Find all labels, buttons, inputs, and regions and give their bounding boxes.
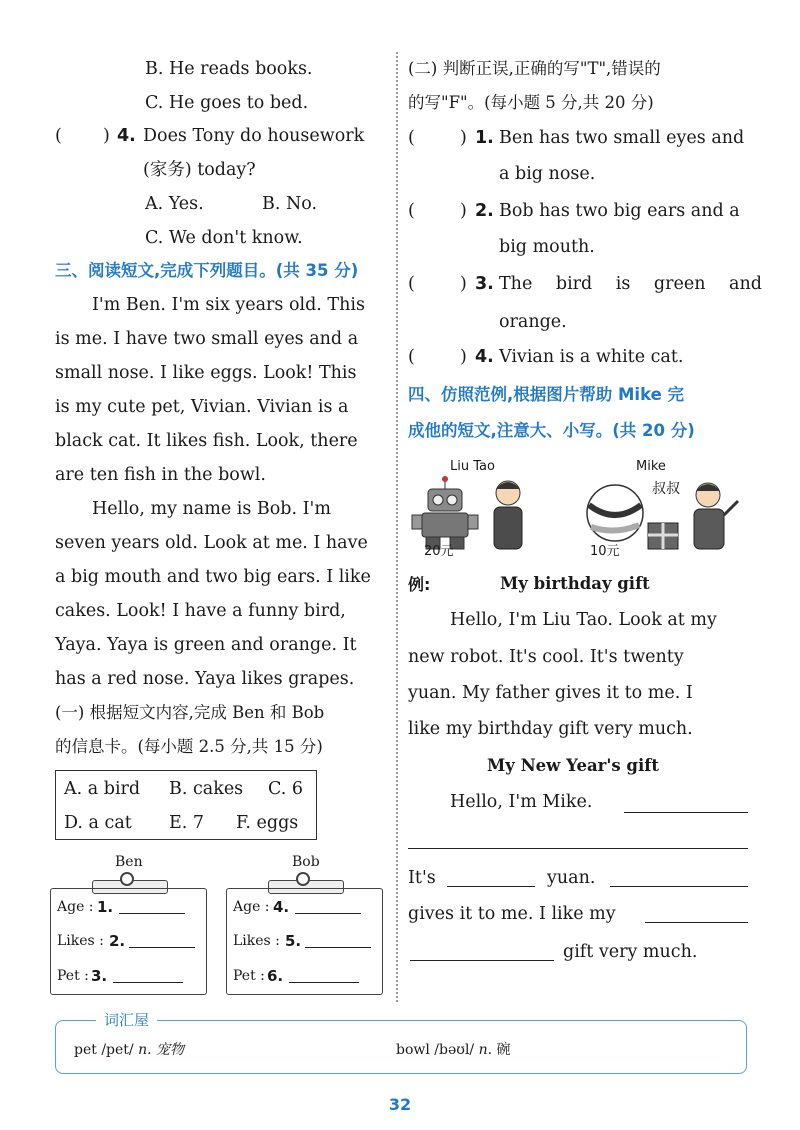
- example-line: yuan. My father gives it to me. I: [408, 683, 693, 703]
- card-blank-num: 3.: [91, 967, 108, 985]
- answer-blank-1[interactable]: [119, 913, 185, 914]
- task-gives: gives it to me. I like my: [408, 904, 616, 924]
- passage-line: is me. I have two small eyes and a: [55, 329, 359, 349]
- info-card-bob: [226, 888, 383, 995]
- passage-line: has a red nose. Yaya likes grapes.: [55, 669, 355, 689]
- robot-icon: [412, 476, 478, 549]
- clip-ring-icon: [120, 872, 134, 886]
- vocab-word-1: [74, 1039, 184, 1059]
- example-title: My birthday gift: [500, 574, 650, 593]
- option: A. a bird: [64, 779, 141, 799]
- task-its: It's: [408, 868, 436, 888]
- part1-title-line1: (一) 根据短文内容,完成 Ben 和 Bob: [55, 703, 325, 722]
- option: B. cakes: [169, 779, 244, 799]
- writing-blank[interactable]: [624, 812, 748, 813]
- vocab-word: pet /pet/: [74, 1042, 134, 1058]
- clip-ring-icon: [296, 872, 310, 886]
- passage-line: seven years old. Look at me. I have: [55, 533, 368, 553]
- q4-option-b: B. No.: [262, 194, 318, 214]
- tf-text: Ben has two small eyes and: [499, 128, 745, 148]
- tf-answer-slot[interactable]: [420, 274, 458, 296]
- price-ball: 10元: [590, 544, 620, 559]
- card-blank-num: 6.: [267, 967, 284, 985]
- card-age-label: Age :: [233, 899, 270, 915]
- vocab-word: bowl /bəʊl/: [396, 1042, 475, 1058]
- q4-option-c: C. We don't know.: [145, 228, 303, 248]
- example-line: like my birthday gift very much.: [408, 719, 693, 739]
- option: E. 7: [169, 813, 205, 833]
- card-pet-label: Pet :: [57, 968, 89, 984]
- section4-title-line2: 成他的短文,注意大、小写。(共 20 分): [408, 421, 695, 440]
- vocab-pos: n.: [478, 1042, 493, 1058]
- writing-blank[interactable]: [410, 960, 554, 961]
- gift-illustration: [408, 475, 750, 555]
- q4-bracket-open: (: [55, 126, 62, 146]
- card-ben-name: Ben: [115, 854, 143, 870]
- q3-option-b: B. He reads books.: [145, 59, 313, 79]
- task-yuan: yuan.: [547, 868, 596, 888]
- passage-line: a big mouth and two big ears. I like: [55, 567, 371, 587]
- ball-icon: [587, 485, 643, 541]
- writing-blank[interactable]: [645, 922, 748, 923]
- price-robot: 20元: [424, 544, 454, 559]
- tf-number: 3.: [475, 274, 494, 294]
- vocab-box: [55, 1011, 747, 1074]
- boy-icon: [494, 481, 522, 549]
- card-age-label: Age :: [57, 899, 94, 915]
- passage-line: is my cute pet, Vivian. Vivian is a: [55, 397, 349, 417]
- part2-title-line2: 的写"F"。(每小题 5 分,共 20 分): [408, 93, 654, 112]
- q4-number: 4.: [117, 126, 136, 146]
- answer-blank-3[interactable]: [113, 982, 183, 983]
- option: D. a cat: [64, 813, 132, 833]
- vocab-pos: n.: [138, 1042, 152, 1058]
- bracket: ): [460, 274, 467, 294]
- tf-answer-slot[interactable]: [420, 201, 458, 223]
- uncle-label: 叔叔: [652, 481, 680, 497]
- bracket: ): [460, 128, 467, 148]
- answer-blank-4[interactable]: [295, 913, 361, 914]
- option: C. 6: [268, 779, 304, 799]
- answer-blank-5[interactable]: [305, 947, 371, 948]
- tf-text: big mouth.: [499, 237, 595, 257]
- writing-blank[interactable]: [447, 886, 535, 887]
- options-box: [55, 770, 317, 840]
- part1-title-line2: 的信息卡。(每小题 2.5 分,共 15 分): [55, 737, 323, 756]
- vocab-title: 词汇屋: [96, 1009, 157, 1030]
- passage-line: black cat. It likes fish. Look, there: [55, 431, 358, 451]
- card-blank-num: 1.: [97, 898, 114, 916]
- card-pet-label: Pet :: [233, 968, 265, 984]
- vocab-meaning: 碗: [496, 1042, 511, 1058]
- example-label: 例:: [408, 575, 431, 594]
- card-blank-num: 2.: [109, 932, 126, 950]
- passage-line: small nose. I like eggs. Look! This: [55, 363, 357, 383]
- bracket: ): [460, 347, 467, 367]
- section3-title: 三、阅读短文,完成下列题目。(共 35 分): [55, 261, 359, 280]
- q4-bracket-close: ): [103, 126, 110, 146]
- tf-text: a big nose.: [499, 164, 596, 184]
- vocab-meaning: 宠物: [156, 1042, 185, 1058]
- page-number: 32: [388, 1095, 412, 1114]
- passage-line: are ten fish in the bowl.: [55, 465, 266, 485]
- tf-answer-slot[interactable]: [420, 347, 458, 369]
- tf-number: 1.: [475, 128, 494, 148]
- bracket: (: [408, 201, 415, 221]
- bracket: (: [408, 347, 415, 367]
- mike-label: Mike: [636, 459, 666, 474]
- gift-box-icon: [648, 523, 678, 549]
- q4-option-a: A. Yes.: [145, 194, 204, 214]
- passage-line: Hello, my name is Bob. I'm: [92, 499, 331, 519]
- card-blank-num: 4.: [273, 898, 290, 916]
- card-likes-label: Likes :: [57, 933, 104, 949]
- tf-text: orange.: [499, 312, 567, 332]
- q4-text-line1: Does Tony do housework: [143, 126, 365, 146]
- bracket: (: [408, 128, 415, 148]
- q4-text-line2: (家务) today?: [143, 160, 256, 180]
- bracket: ): [460, 201, 467, 221]
- writing-blank[interactable]: [610, 886, 748, 887]
- uncle-icon: [694, 483, 738, 549]
- card-bob-name: Bob: [292, 854, 320, 870]
- task-gift: gift very much.: [563, 942, 698, 962]
- part2-title-line1: (二) 判断正误,正确的写"T",错误的: [408, 59, 661, 78]
- vocab-word-2: [396, 1039, 511, 1059]
- card-likes-label: Likes :: [233, 933, 280, 949]
- tf-number: 4.: [475, 347, 494, 367]
- option: F. eggs: [236, 813, 299, 833]
- passage-line: Yaya. Yaya is green and orange. It: [55, 635, 357, 655]
- example-line: Hello, I'm Liu Tao. Look at my: [450, 610, 717, 630]
- tf-text: Bob has two big ears and a: [499, 201, 740, 221]
- section4-title-line1: 四、仿照范例,根据图片帮助 Mike 完: [408, 385, 685, 404]
- column-divider: [396, 52, 398, 1002]
- passage-line: I'm Ben. I'm six years old. This: [92, 295, 365, 315]
- example-line: new robot. It's cool. It's twenty: [408, 647, 684, 667]
- bracket: (: [408, 274, 415, 294]
- task-title: My New Year's gift: [487, 756, 659, 775]
- tf-answer-slot[interactable]: [420, 128, 458, 150]
- task-line1-text: Hello, I'm Mike.: [450, 792, 593, 812]
- q3-option-c: C. He goes to bed.: [145, 93, 309, 113]
- tf-text: Vivian is a white cat.: [499, 347, 684, 367]
- tf-text: The bird is green and: [499, 274, 762, 294]
- writing-blank[interactable]: [408, 848, 748, 849]
- info-card-ben: [50, 888, 207, 995]
- liu-tao-label: Liu Tao: [450, 459, 495, 474]
- passage-line: cakes. Look! I have a funny bird,: [55, 601, 346, 621]
- tf-number: 2.: [475, 201, 494, 221]
- answer-blank-2[interactable]: [129, 947, 195, 948]
- card-blank-num: 5.: [285, 932, 302, 950]
- answer-blank-6[interactable]: [289, 982, 359, 983]
